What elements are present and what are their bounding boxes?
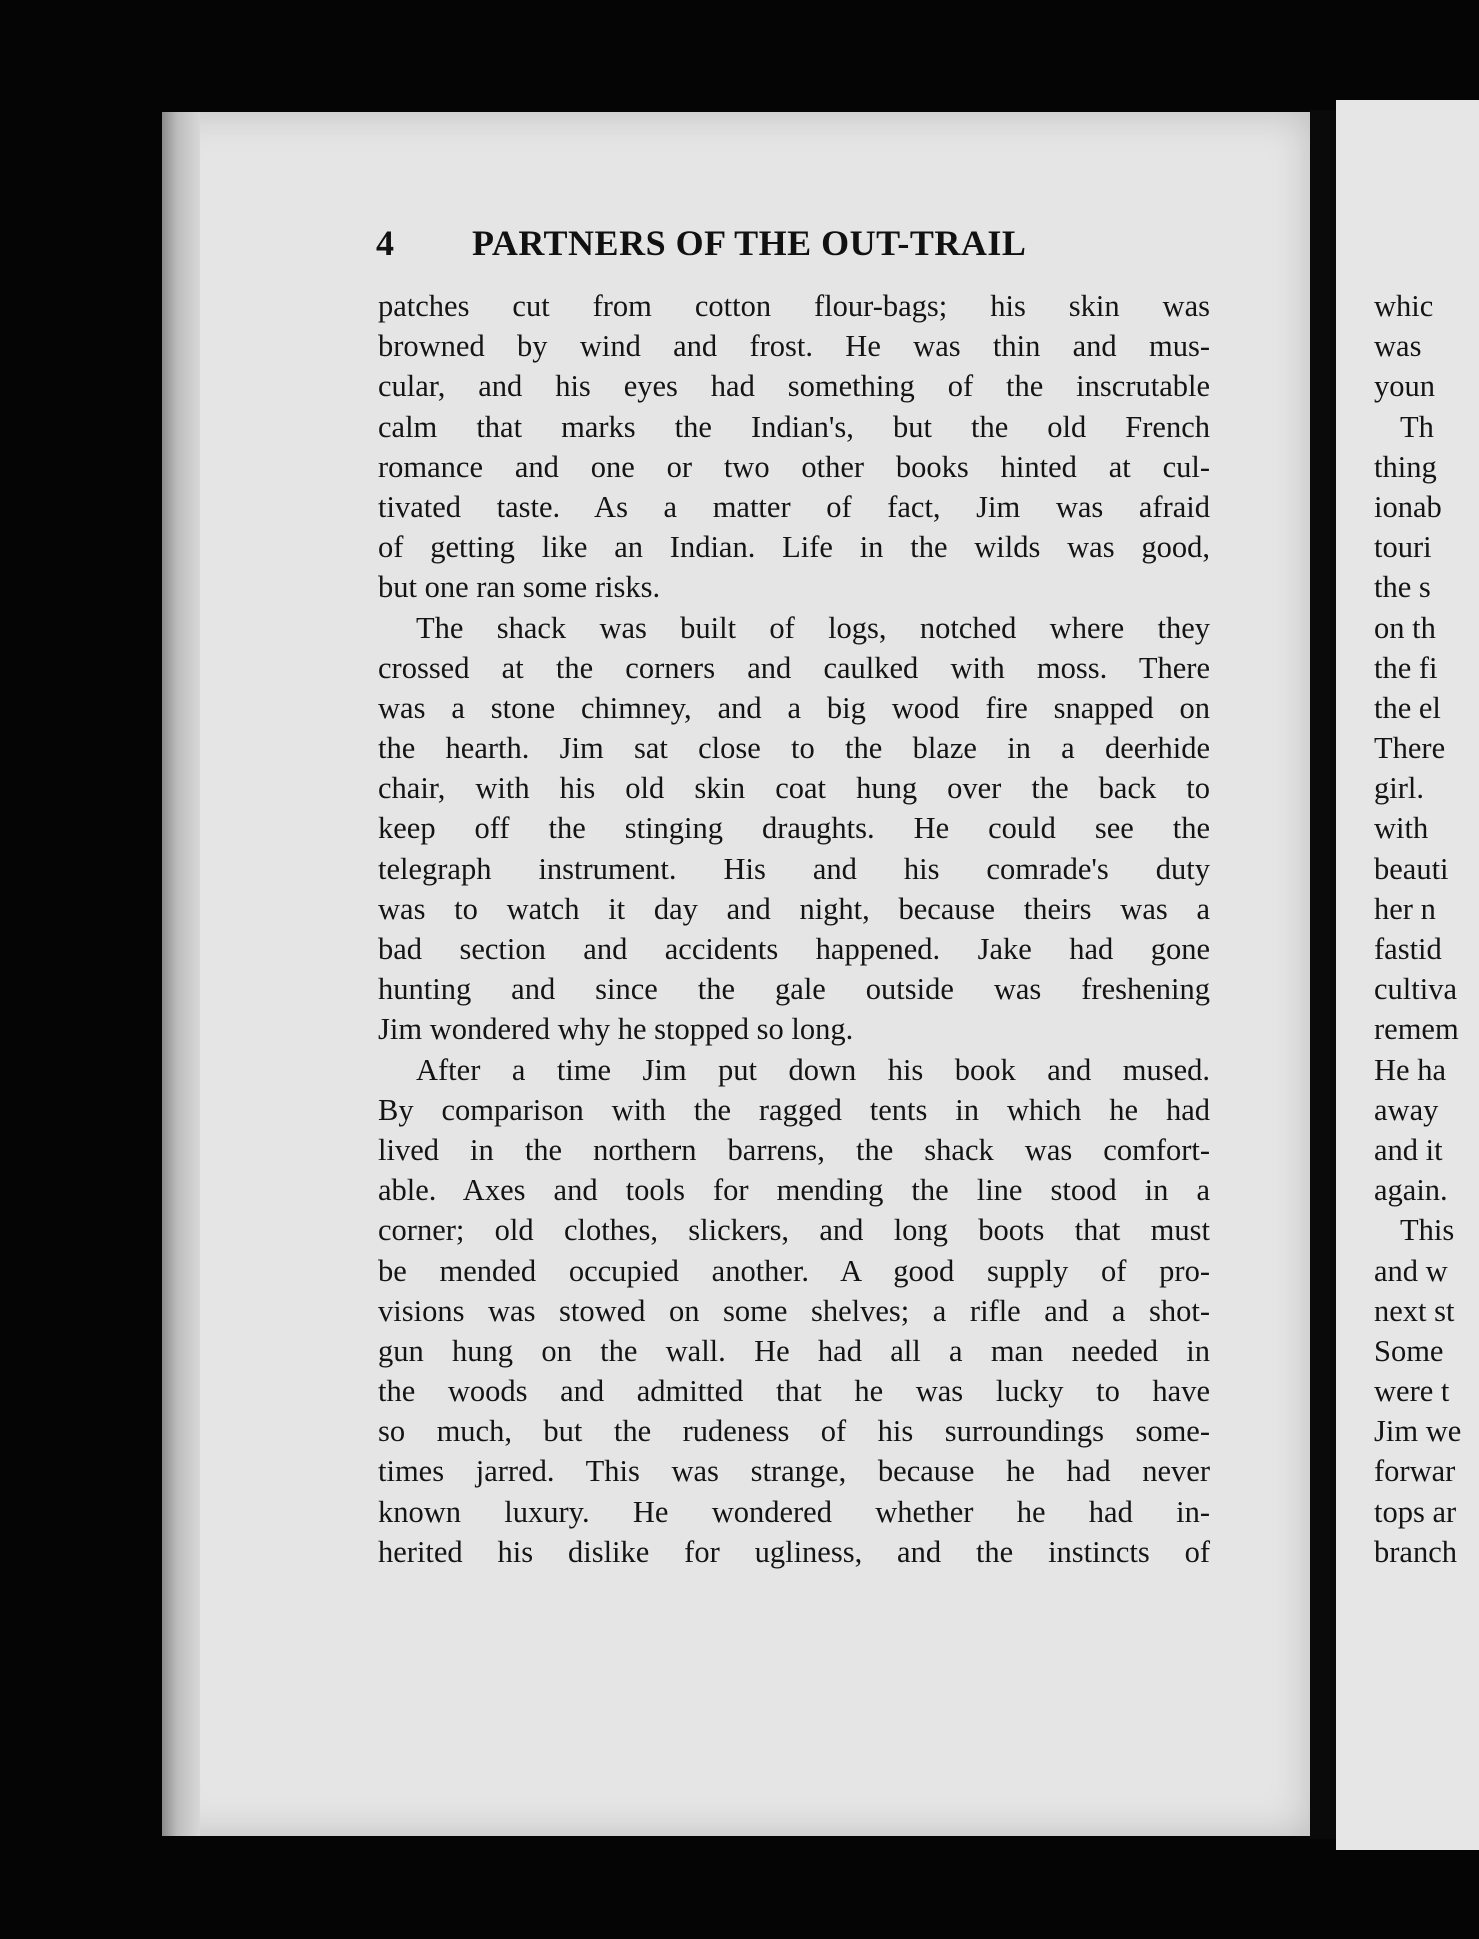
- text-line: By comparison with the ragged tents in which he had: [378, 1092, 1210, 1127]
- book-gutter: [1310, 110, 1336, 1839]
- text-line: the fi: [1374, 650, 1438, 685]
- text-line: There: [1374, 731, 1446, 766]
- text-line: forwar: [1374, 1454, 1456, 1489]
- page-number: 4: [376, 223, 395, 263]
- text-line: and w: [1374, 1253, 1448, 1288]
- text-line: youn: [1374, 369, 1435, 404]
- text-line: lived in the northern barrens, the shack was comfort-: [378, 1132, 1210, 1167]
- text-line: corner; old clothes, slickers, and long boots that must: [378, 1213, 1210, 1248]
- text-line: crossed at the corners and caulked with moss. There: [378, 650, 1210, 685]
- text-line: touri: [1374, 530, 1432, 565]
- text-line: was a stone chimney, and a big wood fire snapped on: [378, 690, 1210, 725]
- text-line: but one ran some risks.: [378, 570, 661, 605]
- text-line: fastid: [1374, 932, 1442, 966]
- text-line: again.: [1374, 1173, 1448, 1208]
- text-line: thing: [1374, 449, 1437, 484]
- running-head: [376, 222, 1216, 264]
- text-line: remem: [1374, 1012, 1459, 1047]
- text-line: next st: [1374, 1293, 1455, 1328]
- text-line: her n: [1374, 891, 1436, 926]
- text-line: times jarred. This was strange, because he had never: [378, 1454, 1210, 1489]
- text-line: beauti: [1374, 851, 1449, 886]
- text-line: cultiva: [1374, 972, 1457, 1007]
- text-line: Jim we: [1374, 1414, 1462, 1449]
- text-line: on th: [1374, 610, 1436, 645]
- text-line: so much, but the rudeness of his surroundings some-: [378, 1414, 1210, 1449]
- book-title: PARTNERS OF THE OUT-TRAIL: [472, 223, 1027, 263]
- text-line: telegraph instrument. His and his comrade's duty: [378, 851, 1210, 886]
- text-line: able. Axes and tools for mending the line stood in a: [378, 1173, 1210, 1208]
- text-line: The shack was built of logs, notched where they: [416, 610, 1210, 645]
- text-line: visions was stowed on some shelves; a rifle and a shot-: [378, 1293, 1210, 1328]
- text-line: was to watch it day and night, because theirs was a: [378, 891, 1210, 926]
- text-line: known luxury. He wondered whether he had in-: [378, 1494, 1210, 1529]
- text-line: with: [1374, 811, 1429, 846]
- left-page-text: [378, 286, 1210, 1572]
- text-line: bad section and accidents happened. Jake had gone: [378, 932, 1210, 966]
- text-line: ionab: [1374, 489, 1442, 524]
- text-line: the woods and admitted that he was lucky to have: [378, 1374, 1210, 1409]
- text-line: branch: [1374, 1534, 1457, 1569]
- text-line: the hearth. Jim sat close to the blaze in a deerhide: [378, 731, 1210, 766]
- text-line: chair, with his old skin coat hung over the back to: [378, 771, 1210, 806]
- text-line: the s: [1374, 570, 1431, 605]
- text-line: Some: [1374, 1333, 1444, 1368]
- right-page-text: [1374, 286, 1479, 1572]
- text-line: cular, and his eyes had something of the inscrutable: [378, 369, 1210, 404]
- text-line: whic: [1374, 289, 1434, 323]
- page-edge-shading: [162, 112, 200, 1836]
- text-line: After a time Jim put down his book and mused.: [416, 1052, 1210, 1087]
- text-line: browned by wind and frost. He was thin and mus-: [378, 329, 1210, 364]
- text-line: herited his dislike for ugliness, and the instincts of: [378, 1534, 1210, 1569]
- text-line: This: [1400, 1213, 1455, 1248]
- text-line: be mended occupied another. A good supply of pro-: [378, 1253, 1210, 1288]
- text-line: and it: [1374, 1132, 1443, 1167]
- text-line: girl.: [1374, 771, 1424, 806]
- text-line: calm that marks the Indian's, but the old French: [378, 409, 1210, 444]
- text-line: away: [1374, 1092, 1439, 1127]
- text-line: tops ar: [1374, 1494, 1457, 1529]
- text-line: the el: [1374, 690, 1441, 725]
- text-line: was: [1374, 329, 1422, 364]
- text-line: Jim wondered why he stopped so long.: [378, 1012, 854, 1047]
- text-line: keep off the stinging draughts. He could see the: [378, 811, 1210, 846]
- text-line: of getting like an Indian. Life in the wilds was good,: [378, 530, 1210, 565]
- text-line: Th: [1400, 409, 1434, 444]
- text-line: He ha: [1374, 1052, 1446, 1087]
- text-line: hunting and since the gale outside was freshening: [378, 972, 1210, 1007]
- text-line: tivated taste. As a matter of fact, Jim was afraid: [378, 489, 1210, 524]
- text-line: patches cut from cotton flour-bags; his skin was: [378, 289, 1210, 323]
- text-line: were t: [1374, 1374, 1450, 1409]
- text-line: gun hung on the wall. He had all a man needed in: [378, 1333, 1210, 1368]
- right-page: [1336, 100, 1479, 1850]
- text-line: romance and one or two other books hinted at cul-: [378, 449, 1210, 484]
